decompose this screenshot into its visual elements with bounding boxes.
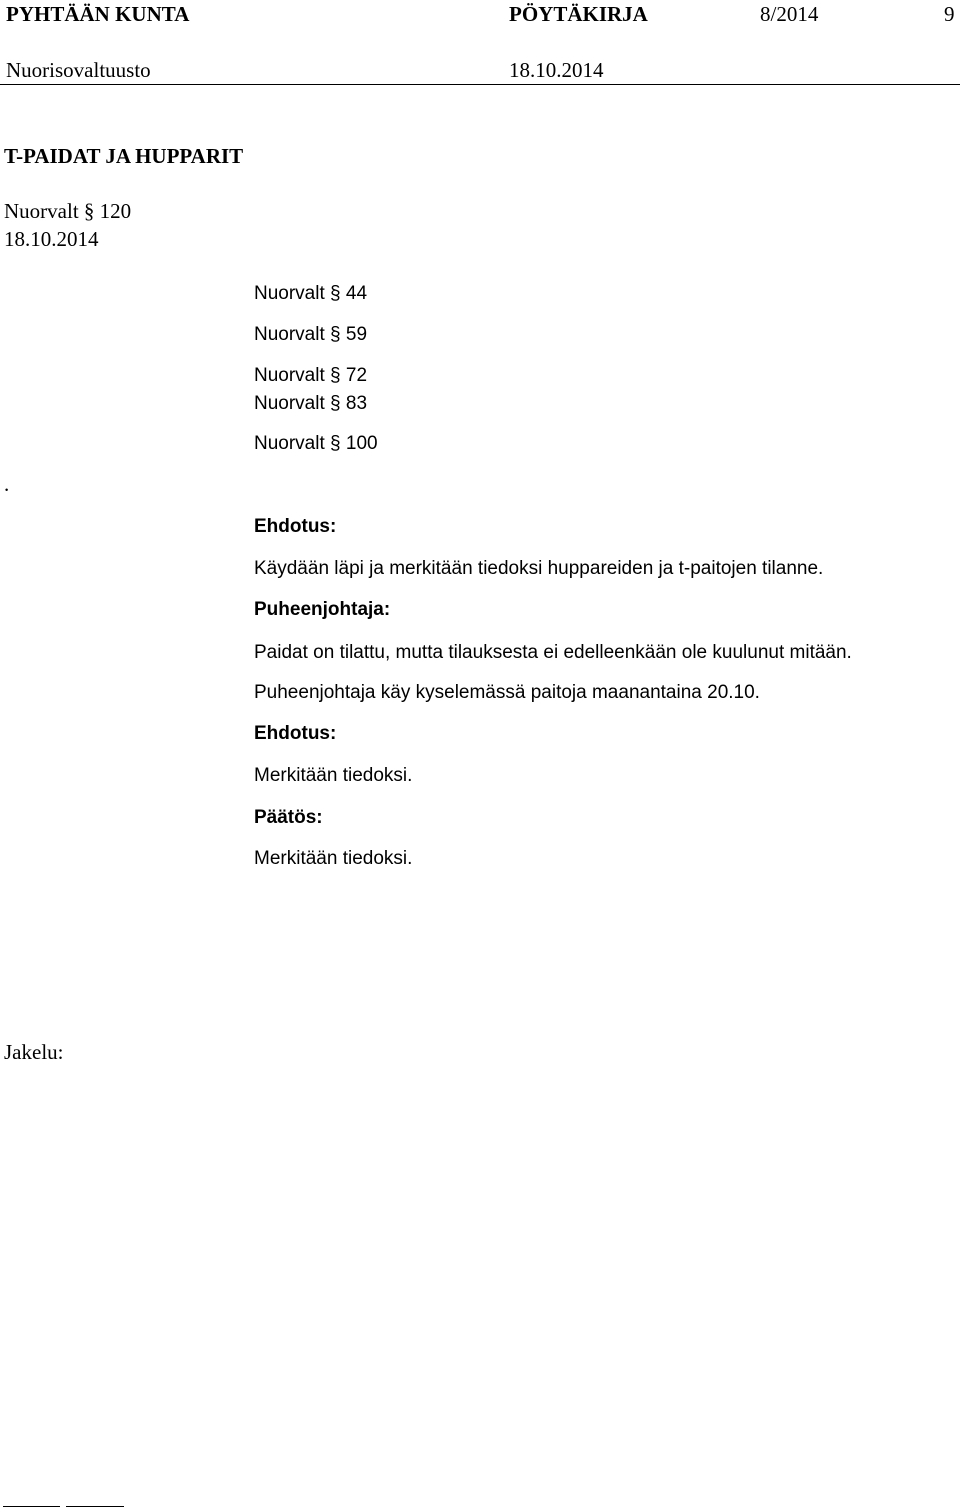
- signature-line: [3, 1506, 60, 1507]
- page-number: 9: [944, 2, 955, 26]
- decision-text: Merkitään tiedoksi.: [254, 848, 413, 869]
- previous-reference: Nuorvalt § 44: [254, 283, 368, 304]
- decision-label: Päätös:: [254, 807, 323, 828]
- chair-label: Puheenjohtaja:: [254, 599, 391, 620]
- previous-reference: Nuorvalt § 100: [254, 433, 378, 454]
- proposal-text: Merkitään tiedoksi.: [254, 765, 413, 786]
- chair-statement: Puheenjohtaja käy kyselemässä paitoja maanantaina 20.10.: [254, 682, 760, 703]
- proposal-label: Ehdotus:: [254, 723, 337, 744]
- item-title: T-PAIDAT JA HUPPARIT: [4, 144, 244, 168]
- previous-reference: Nuorvalt § 72: [254, 365, 368, 386]
- meeting-date: 18.10.2014: [509, 58, 604, 82]
- proposal-text: Käydään läpi ja merkitään tiedoksi huppareiden ja t-paitojen tilanne.: [254, 558, 824, 579]
- previous-reference: Nuorvalt § 59: [254, 324, 368, 345]
- header-divider: [0, 84, 960, 85]
- municipality-name: PYHTÄÄN KUNTA: [6, 2, 190, 26]
- document-number: 8/2014: [760, 2, 819, 26]
- signature-line: [66, 1506, 124, 1507]
- previous-reference: Nuorvalt § 83: [254, 393, 368, 414]
- distribution-label: Jakelu:: [4, 1040, 64, 1064]
- item-reference: Nuorvalt § 120: [4, 199, 132, 223]
- document-type: PÖYTÄKIRJA: [509, 2, 648, 26]
- chair-statement: Paidat on tilattu, mutta tilauksesta ei edelleenkään ole kuulunut mitään.: [254, 642, 852, 663]
- proposal-label: Ehdotus:: [254, 516, 337, 537]
- item-reference-date: 18.10.2014: [4, 227, 99, 251]
- body-name: Nuorisovaltuusto: [6, 58, 151, 82]
- margin-mark: .: [4, 472, 10, 496]
